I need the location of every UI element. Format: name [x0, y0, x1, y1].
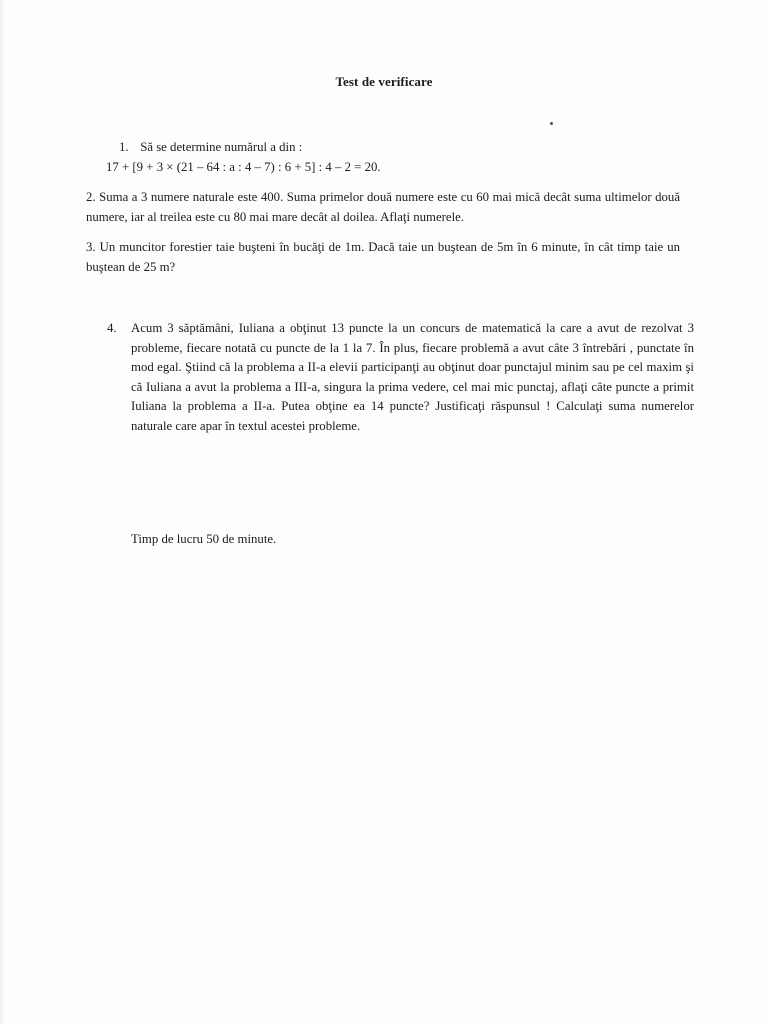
scan-edge-shadow	[0, 0, 4, 1024]
problem-1	[106, 138, 659, 177]
scan-speck	[550, 122, 553, 125]
problem-4-text: Acum 3 săptămâni, Iuliana a obţinut 13 puncte la un concurs de matematică la care a avut de rezolvat 3 probleme, fiecare notată cu puncte de la 1 la 7. În plus, fiecare problemă a avut câte 3 întrebări , punctate în mod egal. Ştiind că la problema a II-a elevii participanţi au obţinut doar punctajul minim sau pe cel maxim şi că Iuliana a avut la problema a III-a, singura la prima vedere, cel mai mic punctaj, aflaţi câte puncte a primit Iuliana la problema a II-a. Putea obţine ea 14 puncte? Justificaţi răspunsul ! Calculaţi suma numerelor naturale care apar în textul acestei probleme.	[131, 321, 694, 433]
problem-1-number: 1.	[119, 140, 129, 154]
document-title: Test de verificare	[335, 74, 433, 89]
problem-4	[107, 319, 694, 437]
problem-1-equation: 17 + [9 + 3 × (21 – 64 : a : 4 – 7) : 6 + 5] : 4 – 2 = 20.	[106, 159, 381, 174]
time-note: Timp de lucru 50 de minute.	[131, 532, 277, 546]
problem-3: 3. Un muncitor forestier taie buşteni în bucăţi de 1m. Dacă taie un buştean de 5m în 6 minute, în cât timp taie un buştean de 25 m?	[86, 240, 680, 274]
problem-1-statement: Să se determine numărul a din :	[140, 140, 303, 154]
problem-4-number: 4.	[107, 321, 117, 335]
problem-2: 2. Suma a 3 numere naturale este 400. Suma primelor două numere este cu 60 mai mică decât suma ultimelor două numere, iar al treilea este cu 80 mai mare decât al doilea. Aflaţi numerele.	[86, 190, 680, 224]
